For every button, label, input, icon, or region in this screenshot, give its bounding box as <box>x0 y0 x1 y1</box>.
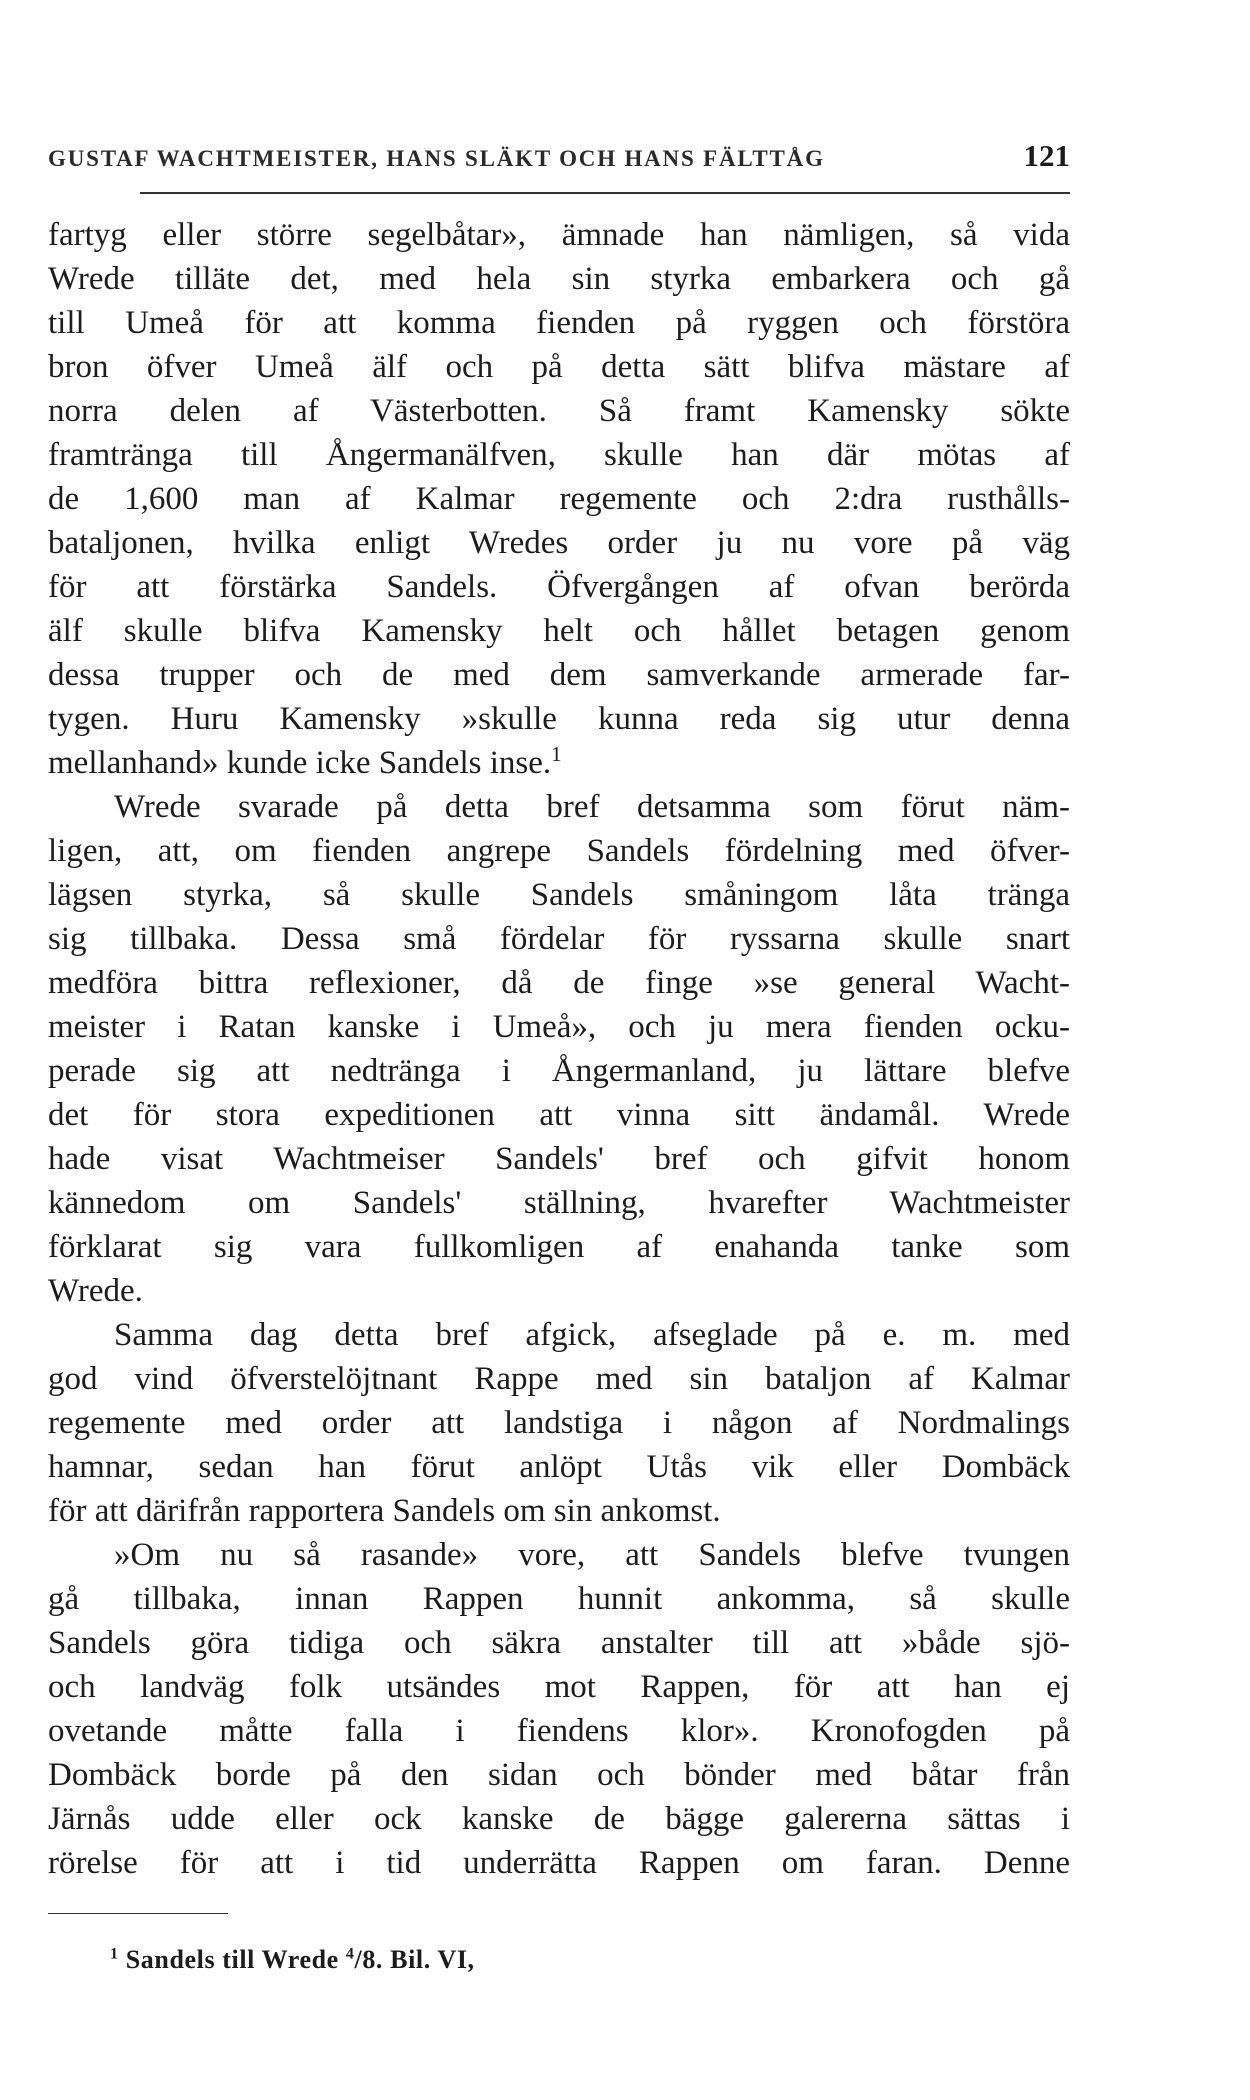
footnote-sup: 4 <box>345 1945 355 1963</box>
header-rule <box>140 192 1070 194</box>
paragraph <box>48 1533 1070 1885</box>
text-line: sig tillbaka. Dessa små fördelar för ryssarna skulle snart <box>48 921 1070 957</box>
text-line: Samma dag detta bref afgick, afseglade på e. m. med <box>114 1317 1070 1353</box>
text-line: fartyg eller större segelbåtar», ämnade han nämligen, så vida <box>48 217 1070 253</box>
text-line: »Om nu så rasande» vore, att Sandels blefve tvungen <box>114 1537 1070 1573</box>
text-line: älf skulle blifva Kamensky helt och hållet betagen genom <box>48 613 1070 649</box>
text-line: bron öfver Umeå älf och på detta sätt blifva mästare af <box>48 349 1070 385</box>
page-header <box>48 138 1070 174</box>
paragraph <box>48 1313 1070 1533</box>
text-line: perade sig att nedtränga i Ångermanland, ju lättare blefve <box>48 1053 1070 1089</box>
text-line: hamnar, sedan han förut anlöpt Utås vik eller Dombäck <box>48 1449 1070 1485</box>
text-line: och landväg folk utsändes mot Rappen, för att han ej <box>48 1669 1070 1705</box>
text-line: hade visat Wachtmeiser Sandels' bref och gifvit honom <box>48 1141 1070 1177</box>
running-head: GUSTAF WACHTMEISTER, HANS SLÄKT OCH HANS FÄLTTÅG <box>48 146 825 171</box>
footnote-text-after: /8. Bil. VI, <box>354 1945 475 1974</box>
text-line: till Umeå för att komma fienden på ryggen och förstöra <box>48 305 1070 341</box>
page-number: 121 <box>1023 138 1070 173</box>
text-line: kännedom om Sandels' ställning, hvarefter Wachtmeister <box>48 1185 1070 1221</box>
text-line: Sandels göra tidiga och säkra anstalter till att »både sjö- <box>48 1625 1070 1661</box>
text-line: Wrede svarade på detta bref detsamma som förut näm- <box>114 789 1070 825</box>
text-line: Wrede. <box>48 1273 143 1309</box>
text-line: ovetande måtte falla i fiendens klor». Kronofogden på <box>48 1713 1070 1749</box>
text-line: Wrede tilläte det, med hela sin styrka embarkera och gå <box>48 261 1070 297</box>
footnote-rule <box>48 1913 228 1914</box>
text-line: framtränga till Ångermanälfven, skulle han där mötas af <box>48 437 1070 473</box>
text-line: god vind öfverstelöjtnant Rappe med sin bataljon af Kalmar <box>48 1361 1070 1397</box>
text-line: Dombäck borde på den sidan och bönder med båtar från <box>48 1757 1070 1793</box>
text-line: norra delen af Västerbotten. Så framt Kamensky sökte <box>48 393 1070 429</box>
text-line: ligen, att, om fienden angrepe Sandels fördelning med öfver- <box>48 833 1070 869</box>
text-line: mellanhand» kunde icke Sandels inse.$^1$ <box>48 742 562 781</box>
text-line: förklarat sig vara fullkomligen af enahanda tanke som <box>48 1229 1070 1265</box>
text-line: Järnås udde eller ock kanske de bägge galererna sättas i <box>48 1801 1070 1837</box>
text-line: det för stora expeditionen att vinna sitt ändamål. Wrede <box>48 1097 1070 1133</box>
text-line: medföra bittra reflexioner, då de finge »se general Wacht- <box>48 965 1070 1001</box>
text-line: lägsen styrka, så skulle Sandels småningom låta tränga <box>48 877 1070 913</box>
text-line: rörelse för att i tid underrätta Rappen om faran. Denne <box>48 1845 1070 1881</box>
text-line: tygen. Huru Kamensky »skulle kunna reda sig utur denna <box>48 701 1070 737</box>
text-line: för att därifrån rapportera Sandels om sin ankomst. <box>48 1493 721 1529</box>
footnote-mark: 1 <box>110 1945 119 1963</box>
footnote-reference: 1 <box>551 742 562 766</box>
text-line: bataljonen, hvilka enligt Wredes order ju nu vore på väg <box>48 525 1070 561</box>
text-line: de 1,600 man af Kalmar regemente och 2:dra rusthålls- <box>48 481 1070 517</box>
text-line: för att förstärka Sandels. Öfvergången af ofvan berörda <box>48 569 1070 605</box>
text-line: regemente med order att landstiga i någon af Nordmalings <box>48 1405 1070 1441</box>
footnote <box>110 1945 475 1975</box>
footnote-text-before: Sandels till Wrede <box>125 1945 346 1974</box>
paragraph <box>48 785 1070 1313</box>
paragraph <box>48 213 1070 785</box>
text-line: gå tillbaka, innan Rappen hunnit ankomma, så skulle <box>48 1581 1070 1617</box>
body-text <box>48 213 1070 1885</box>
text-line: meister i Ratan kanske i Umeå», och ju mera fienden ocku- <box>48 1009 1070 1045</box>
text-line: dessa trupper och de med dem samverkande armerade far- <box>48 657 1070 693</box>
